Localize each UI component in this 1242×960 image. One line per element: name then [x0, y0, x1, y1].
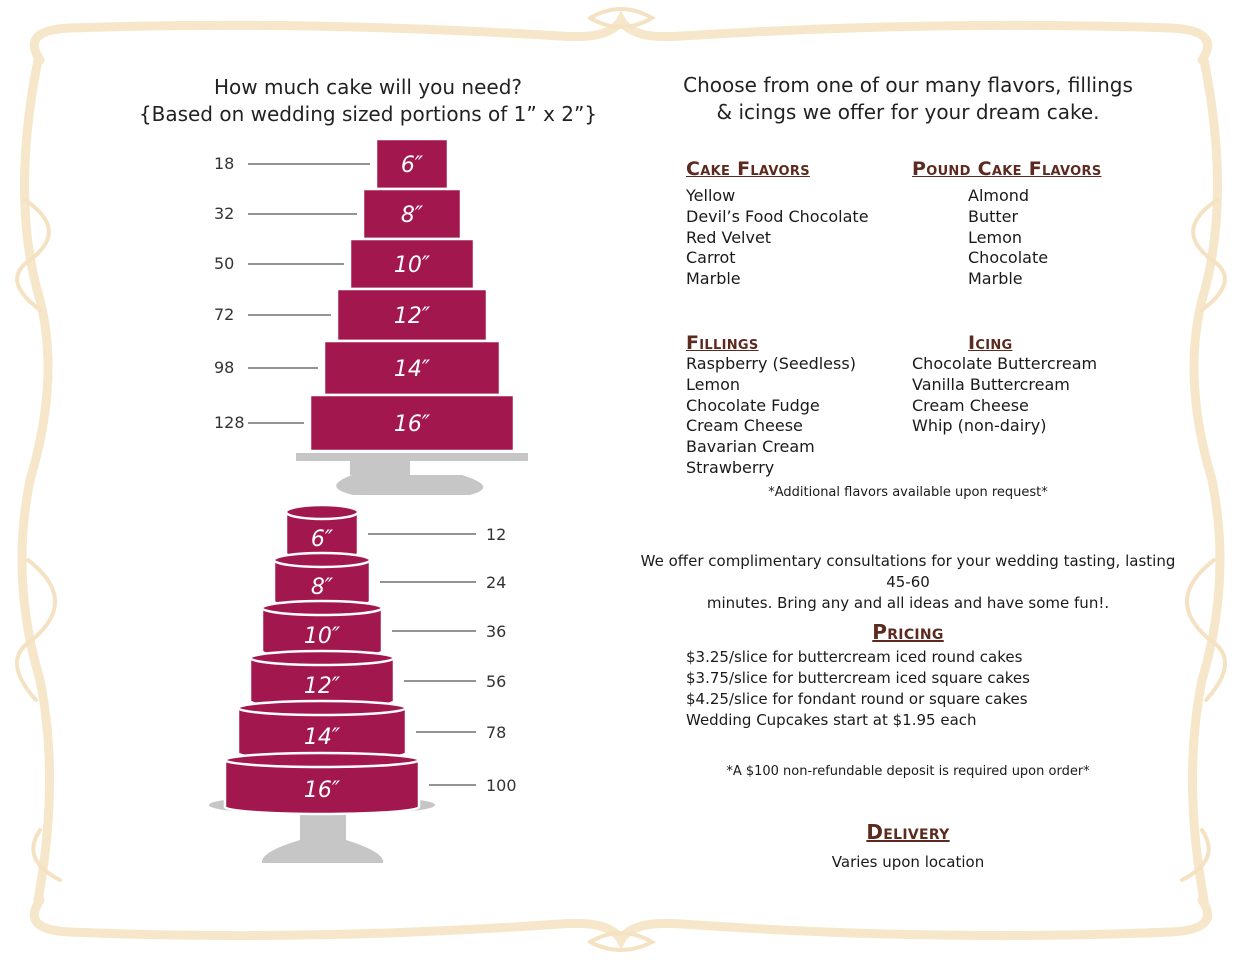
cake-flavors-list — [686, 186, 869, 290]
fillings-section — [686, 332, 856, 479]
tier-size-label: 6″ — [310, 527, 334, 552]
list-item: Cream Cheese — [912, 395, 1029, 415]
tier-size-label: 8″ — [400, 203, 424, 228]
servings-count: 72 — [214, 305, 235, 324]
icing-title: Icing — [968, 332, 1013, 354]
servings-heading — [120, 74, 616, 128]
servings-count: 50 — [214, 254, 235, 273]
servings-heading-line2: {Based on wedding sized portions of 1” x 2”} — [138, 102, 598, 126]
servings-count: 78 — [486, 723, 507, 742]
round-tier-4 — [238, 701, 506, 760]
icing-list — [912, 354, 1097, 437]
cake-flavors-title: Cake Flavors — [686, 158, 810, 180]
list-item: Cream Cheese — [686, 416, 803, 436]
deposit-note: *A $100 non-refundable deposit is required upon order* — [726, 764, 1090, 779]
list-item: Butter — [968, 206, 1019, 226]
list-item: $3.25/slice for buttercream iced round cakes — [686, 648, 1023, 666]
pound-cake-flavors-title: Pound Cake Flavors — [912, 158, 1102, 180]
list-item: Raspberry (Seedless) — [686, 354, 856, 373]
cake-flavors-section — [686, 158, 869, 290]
tier-size-label: 10″ — [303, 624, 341, 649]
tier-size-label: 16″ — [393, 412, 431, 437]
square-tier-5 — [214, 395, 514, 451]
list-item: Yellow — [686, 186, 736, 205]
cake-stand — [296, 453, 528, 495]
list-item: Chocolate — [968, 248, 1049, 268]
pricing-title: Pricing — [872, 620, 944, 644]
square-tier-1 — [214, 189, 461, 239]
servings-count: 128 — [214, 413, 245, 432]
round-tier-3 — [250, 651, 506, 708]
servings-count: 56 — [486, 672, 507, 691]
servings-count: 100 — [486, 776, 517, 795]
consultation-line2: minutes. Bring any and all ideas and have some fun!. — [706, 594, 1110, 612]
list-item: $3.75/slice for buttercream iced square cakes — [686, 669, 1030, 687]
square-tier-3 — [214, 289, 487, 341]
round-tier-1 — [274, 553, 506, 608]
tier-size-label: 12″ — [303, 674, 341, 699]
list-item: Lemon — [968, 227, 1022, 247]
list-item: Devil’s Food Chocolate — [686, 206, 869, 226]
square-cake-chart — [200, 135, 540, 500]
tier-size-label: 8″ — [310, 575, 334, 600]
servings-heading-line1: How much cake will you need? — [213, 75, 523, 99]
list-item: Bavarian Cream — [686, 437, 815, 457]
servings-count: 32 — [214, 204, 235, 223]
flavors-heading-line1: Choose from one of our many flavors, fillings — [683, 73, 1133, 97]
servings-count: 36 — [486, 622, 507, 641]
list-item: Marble — [686, 269, 741, 289]
list-item: Strawberry — [686, 457, 775, 477]
list-item: Carrot — [686, 248, 736, 268]
tier-size-label: 10″ — [393, 253, 431, 278]
tier-size-label: 6″ — [400, 153, 424, 178]
list-item: Vanilla Buttercream — [912, 374, 1070, 394]
servings-count: 12 — [486, 525, 507, 544]
fillings-title: Fillings — [686, 332, 759, 354]
delivery-text: Varies upon location — [831, 853, 985, 871]
pricing-list — [686, 647, 1030, 731]
additional-flavors-note: *Additional flavors available upon request* — [768, 485, 1048, 500]
round-tier-5 — [225, 753, 517, 814]
flavors-heading — [660, 72, 1156, 126]
consultation-line1: We offer complimentary consultations for your wedding tasting, lasting 45-60 — [640, 552, 1176, 591]
list-item: Marble — [968, 269, 1023, 289]
servings-count: 18 — [214, 154, 235, 173]
consultation-text — [628, 551, 1188, 614]
servings-count: 24 — [486, 573, 507, 592]
list-item: $4.25/slice for fondant round or square cakes — [686, 690, 1028, 708]
square-tier-2 — [214, 239, 474, 289]
tier-size-label: 14″ — [303, 725, 341, 750]
servings-count: 98 — [214, 358, 235, 377]
tier-size-label: 14″ — [393, 357, 431, 382]
pound-cake-flavors-list — [912, 186, 1102, 290]
icing-section — [912, 332, 1097, 437]
round-cake-chart — [200, 500, 540, 870]
square-tier-4 — [214, 341, 500, 395]
round-tier-0 — [286, 505, 506, 560]
flavors-heading-line2: & icings we offer for your dream cake. — [716, 100, 1100, 124]
list-item: Lemon — [686, 374, 740, 394]
list-item: Chocolate Buttercream — [912, 354, 1098, 373]
list-item: Whip (non-dairy) — [912, 416, 1047, 436]
list-item: Almond — [968, 186, 1030, 205]
pound-cake-flavors-section — [912, 158, 1102, 290]
list-item: Chocolate Fudge — [686, 395, 820, 415]
tier-size-label: 12″ — [393, 304, 431, 329]
delivery-title: Delivery — [866, 820, 950, 844]
fillings-list — [686, 354, 856, 479]
tier-size-label: 16″ — [303, 778, 341, 803]
list-item: Wedding Cupcakes start at $1.95 each — [686, 711, 977, 729]
list-item: Red Velvet — [686, 227, 772, 247]
round-tier-2 — [262, 601, 506, 658]
square-tier-0 — [214, 139, 448, 189]
